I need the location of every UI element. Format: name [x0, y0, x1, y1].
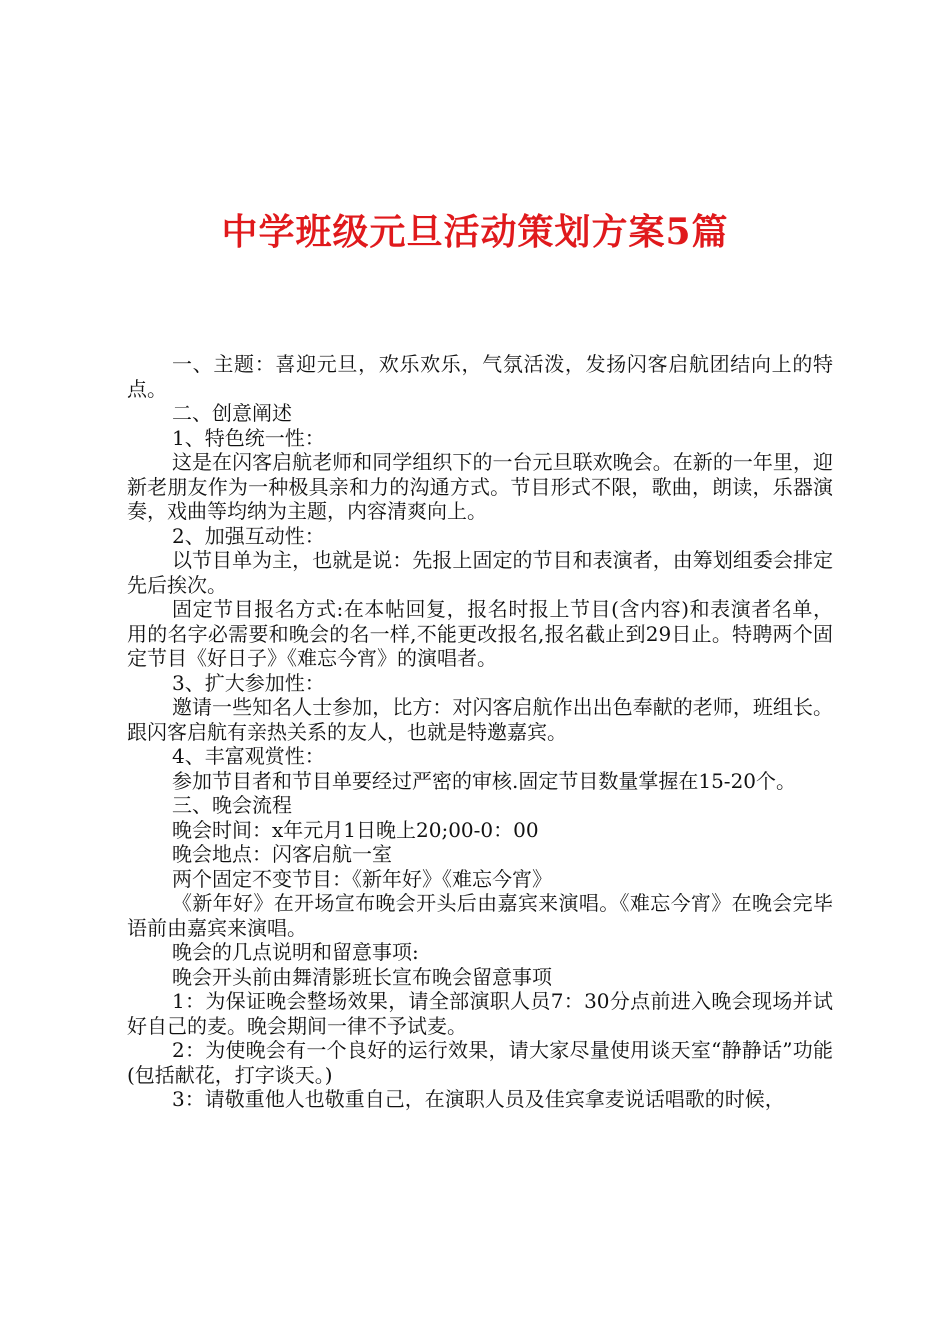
paragraph-note-3: 3：请敬重他人也敬重自己，在演职人员及佳宾拿麦说话唱歌的时候，	[172, 1087, 785, 1111]
subheading-interaction: 2、加强互动性：	[172, 523, 325, 548]
paragraph-note-1: 1：为保证晚会整场效果，请全部演职人员7：30分点前进入晚会现场并试好自己的麦。晚会期间一律不予试麦。	[127, 989, 833, 1038]
paragraph-appreciation: 参加节目者和节目单要经过严密的审核.固定节目数量掌握在15-20个。	[172, 768, 797, 793]
paragraph-participation: 邀请一些知名人士参加，比方：对闪客启航作出出色奉献的老师，班组长。跟闪客启航有亲热关系的友人，也就是特邀嘉宾。	[127, 695, 833, 744]
subheading-participation: 3、扩大参加性：	[172, 670, 325, 695]
document-title: 中学班级元旦活动策划方案5篇	[221, 211, 729, 253]
paragraph-time: 晚会时间：x年元月1日晚上20;00-0：00	[172, 817, 539, 842]
paragraph-notes-heading: 晚会的几点说明和留意事项:	[172, 940, 419, 964]
paragraph-registration: 固定节目报名方式:在本帖回复，报名时报上节目(含内容)和表演者名单，用的名字必需要和晚会的名一样,不能更改报名,报名截止到29日止。特聘两个固定节目《好日子》《难忘今宵》的演唱者。	[127, 597, 833, 670]
paragraph-theme: 一、主题：喜迎元旦，欢乐欢乐，气氛活泼，发扬闪客启航团结向上的特点。	[127, 352, 833, 401]
paragraph-note-2: 2：为使晚会有一个良好的运行效果，请大家尽量使用谈天室“静静话”功能(包括献花，打字谈天。)	[127, 1038, 833, 1087]
paragraph-location: 晚会地点：闪客启航一室	[172, 842, 392, 866]
document-body	[127, 352, 833, 1112]
subheading-appreciation: 4、丰富观赏性：	[172, 744, 325, 768]
paragraph-unity: 这是在闪客启航老师和同学组织下的一台元旦联欢晚会。在新的一年里，迎新老朋友作为一种极具亲和力的沟通方式。节目形式不限，歌曲，朗读，乐器演奏，戏曲等均纳为主题，内容清爽向上。	[127, 450, 833, 523]
paragraph-notes-intro: 晚会开头前由舞清影班长宣布晚会留意事项	[172, 964, 552, 989]
paragraph-program-order: 《新年好》在开场宣布晚会开头后由嘉宾来演唱。《难忘今宵》在晚会完毕语前由嘉宾来演唱。	[127, 891, 833, 940]
paragraph-fixed-programs: 两个固定不变节目：《新年好》《难忘今宵》	[172, 866, 552, 891]
heading-creative-idea: 二、创意阐述	[172, 401, 292, 425]
paragraph-interaction: 以节目单为主，也就是说：先报上固定的节目和表演者，由筹划组委会排定先后挨次。	[127, 548, 833, 597]
subheading-unity: 1、特色统一性：	[172, 425, 325, 450]
heading-process: 三、晚会流程	[172, 793, 292, 817]
